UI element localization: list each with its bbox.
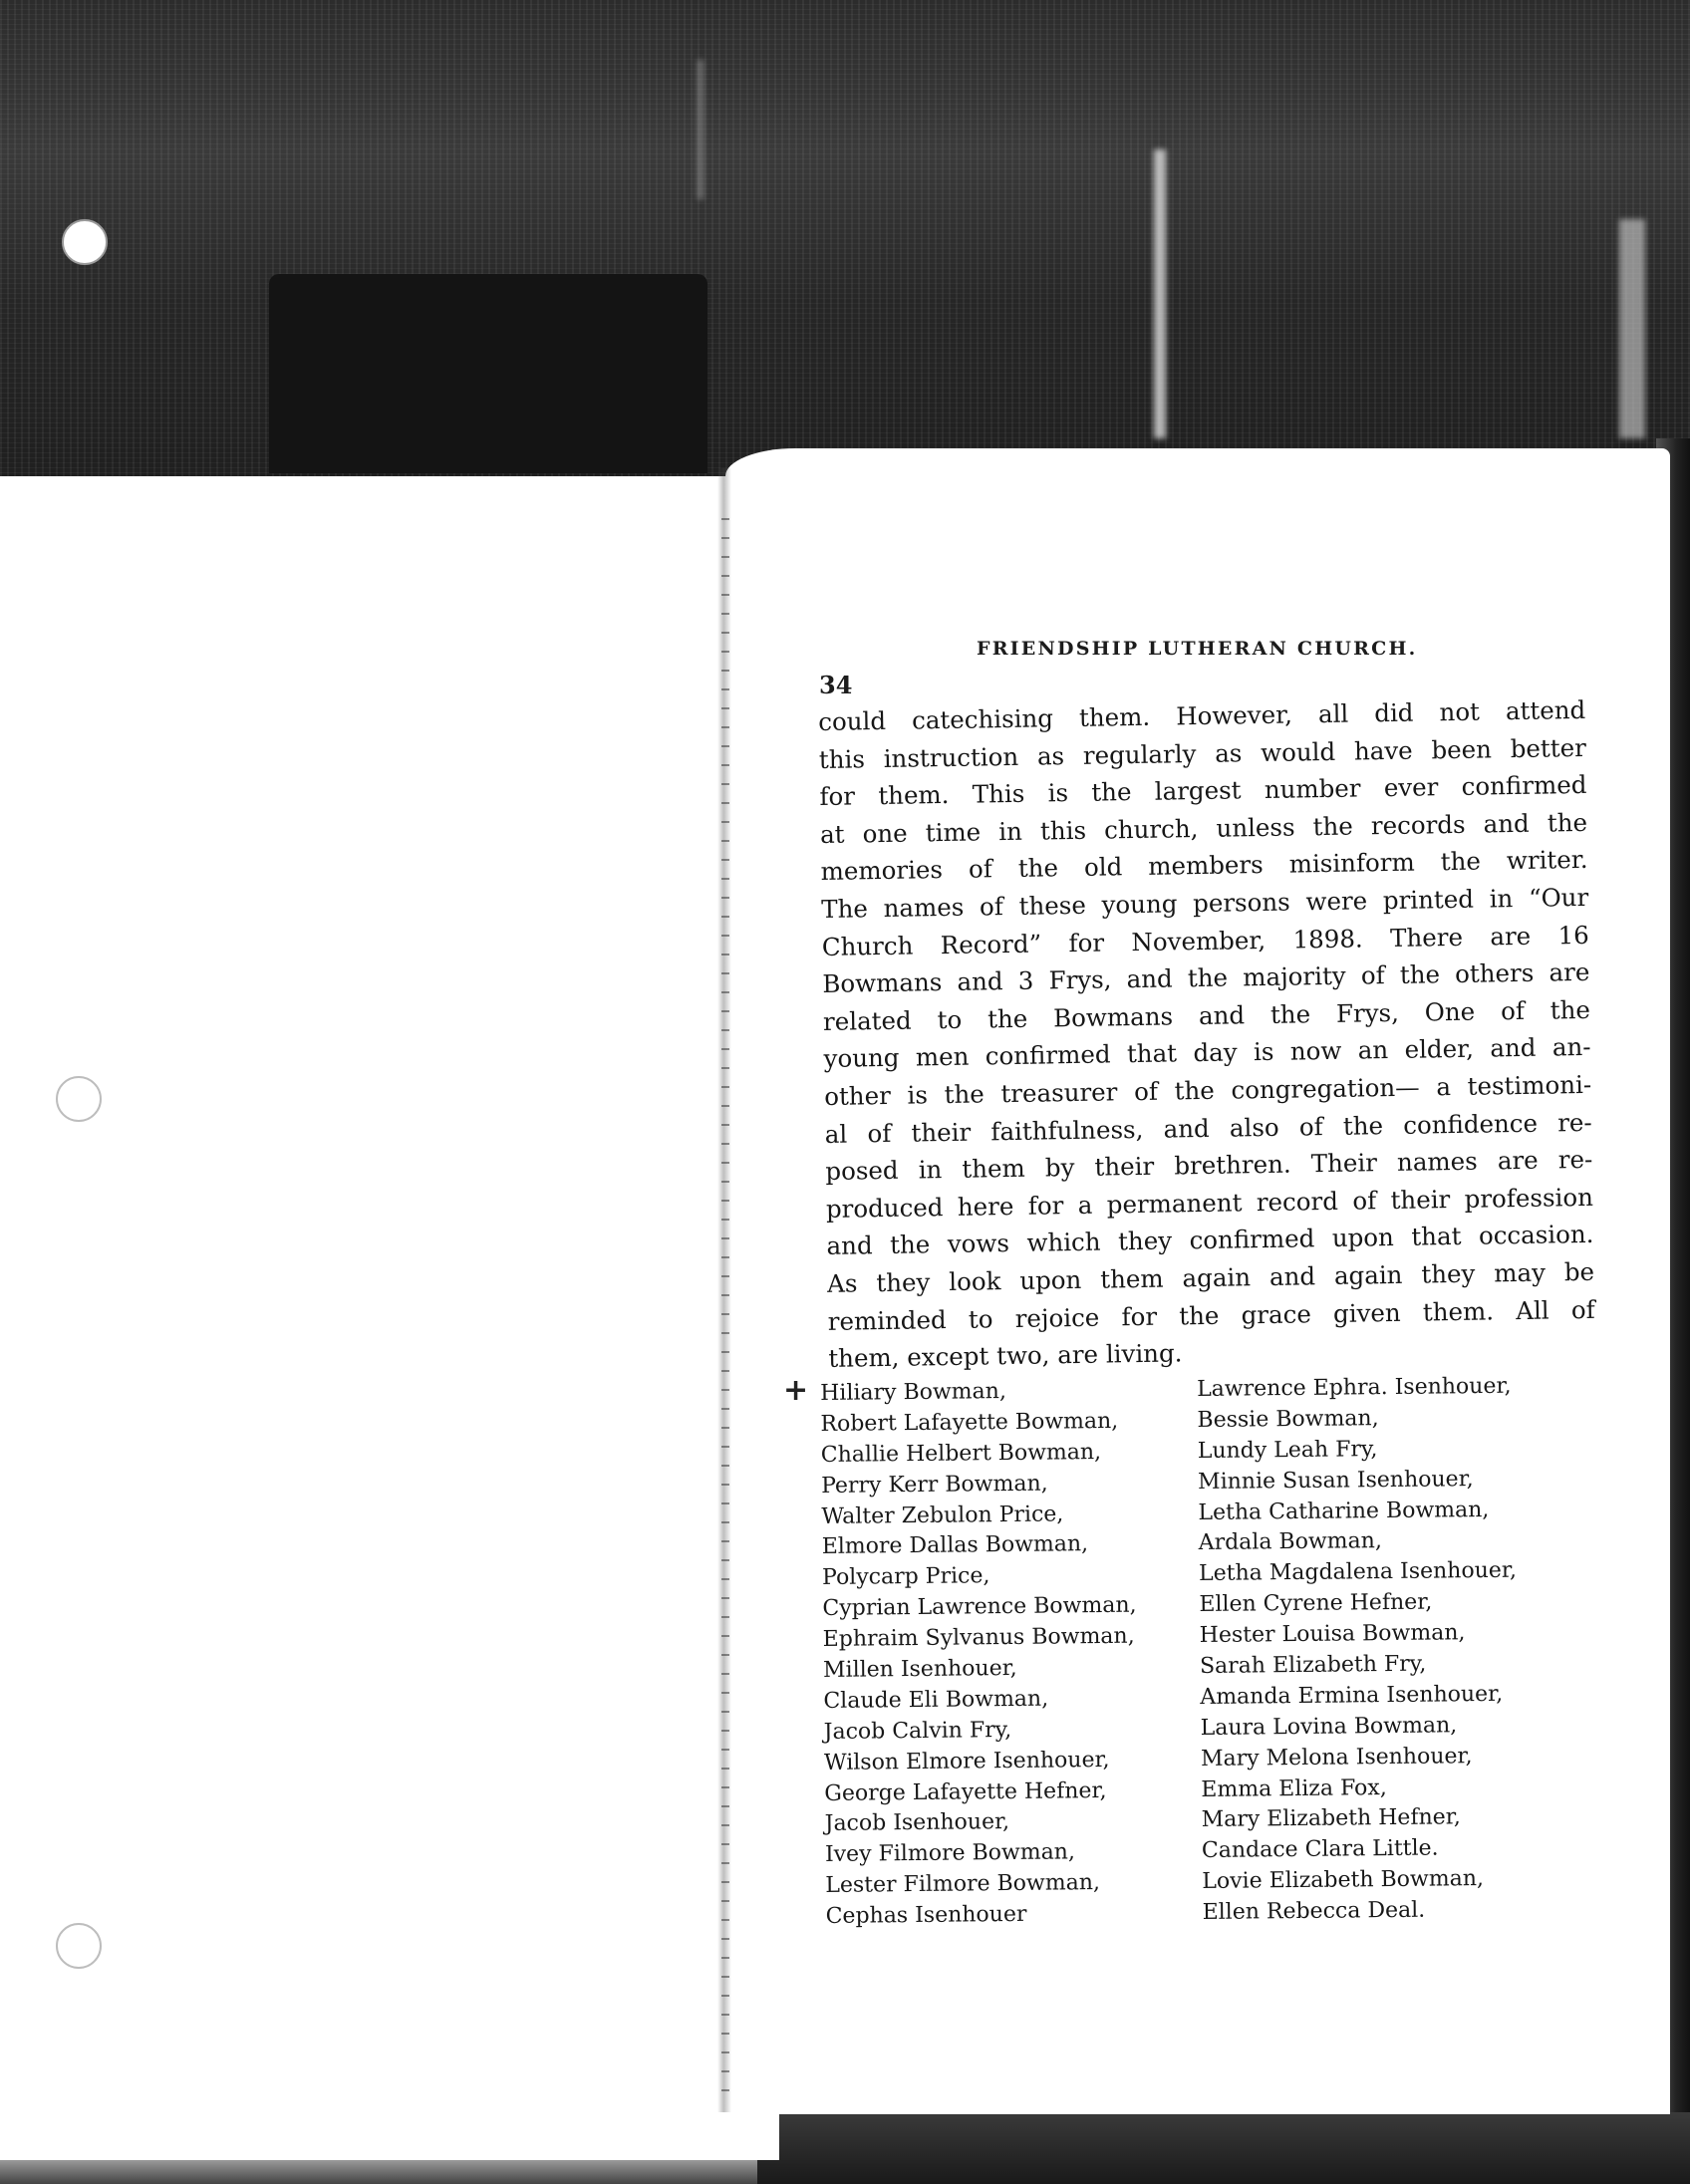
name-right-column: Hester Louisa Bowman, — [1199, 1620, 1466, 1649]
light-glare — [1154, 149, 1166, 438]
paragraph-line: al of their faithfulness, and also of the confidence re- — [824, 1107, 1592, 1149]
name-right-column: Lundy Leah Fry, — [1197, 1436, 1378, 1464]
paragraph-line: and the vows which they confirmed upon that occasion. — [826, 1220, 1594, 1261]
name-left-column: Ephraim Sylvanus Bowman, — [822, 1623, 1135, 1653]
name-right-column: Laura Lovina Bowman, — [1200, 1713, 1458, 1741]
name-right-column: Minnie Susan Isenhouer, — [1197, 1466, 1474, 1495]
name-left-column: George Lafayette Hefner, — [824, 1777, 1107, 1806]
name-right-column: Emma Eliza Fox, — [1201, 1774, 1387, 1802]
bottom-dark-edge — [757, 2112, 1690, 2184]
name-right-column: Bessie Bowman, — [1197, 1406, 1379, 1433]
name-left-column: Claude Eli Bowman, — [823, 1686, 1049, 1714]
body-paragraph — [818, 691, 1596, 1378]
name-left-column: Elmore Dallas Bowman, — [821, 1531, 1089, 1560]
binder-hole-middle — [56, 1076, 102, 1122]
light-glare — [698, 60, 704, 199]
page-number: 34 — [819, 671, 853, 699]
left-book-page — [0, 476, 779, 2160]
name-right-column: Ardala Bowman, — [1198, 1528, 1383, 1556]
name-left-column: Robert Lafayette Bowman, — [820, 1408, 1119, 1437]
name-left-column: Cephas Isenhouer — [825, 1901, 1027, 1930]
name-right-column: Letha Magdalena Isenhouer, — [1198, 1558, 1518, 1587]
running-title: FRIENDSHIP LUTHERAN CHURCH. — [977, 638, 1418, 660]
paragraph-line: for them. This is the largest number ever confirmed — [819, 770, 1587, 812]
name-left-column: Cyprian Lawrence Bowman, — [822, 1592, 1137, 1622]
paragraph-line: them, except two, are living. — [828, 1338, 1183, 1374]
paragraph-line: at one time in this church, unless the records and the — [819, 807, 1588, 849]
paragraph-line: Bowmans and 3 Frys, and the majority of the others are — [822, 957, 1590, 999]
name-left-column: Lester Filmore Bowman, — [825, 1870, 1101, 1899]
name-left-column: Polycarp Price, — [821, 1563, 990, 1591]
binder-hole-bottom — [56, 1923, 102, 1969]
light-glare — [1619, 219, 1645, 438]
gutter-specks — [721, 518, 729, 2092]
paragraph-line: The names of these young persons were printed in “Our — [821, 882, 1589, 924]
name-right-column: Ellen Cyrene Hefner, — [1199, 1589, 1433, 1618]
paragraph-line: this instruction as regularly as would have been better — [818, 732, 1587, 774]
name-left-column: Wilson Elmore Isenhouer, — [823, 1747, 1110, 1775]
photocopy-dark-background — [0, 0, 1690, 508]
name-left-column: Challie Helbert Bowman, — [820, 1439, 1102, 1468]
name-left-column: Ivey Filmore Bowman, — [824, 1839, 1076, 1868]
name-left-column: Jacob Calvin Fry, — [823, 1717, 1012, 1745]
paragraph-line: related to the Bowmans and the Frys, One of the — [822, 994, 1591, 1036]
name-right-column: Mary Melona Isenhouer, — [1200, 1743, 1473, 1772]
name-left-column: Perry Kerr Bowman, — [820, 1471, 1048, 1499]
paragraph-line: young men confirmed that day is now an elder, and an- — [823, 1032, 1591, 1074]
name-right-column: Mary Elizabeth Hefner, — [1201, 1804, 1461, 1833]
dark-panel-shadow — [269, 274, 707, 473]
name-right-column: Sarah Elizabeth Fry, — [1199, 1651, 1427, 1680]
name-right-column: Letha Catharine Bowman, — [1198, 1497, 1490, 1525]
name-right-column: Amanda Ermina Isenhouer, — [1200, 1681, 1504, 1710]
handwritten-plus-mark: + — [783, 1373, 809, 1408]
confirmation-name-list — [820, 1371, 1593, 1933]
name-right-column: Lovie Elizabeth Bowman, — [1202, 1866, 1485, 1895]
paragraph-line: produced here for a permanent record of their profession — [825, 1182, 1594, 1224]
name-left-column: Jacob Isenhouer, — [824, 1809, 1010, 1837]
name-right-column: Lawrence Ephra. Isenhouer, — [1197, 1373, 1512, 1403]
paragraph-line: As they look upon them again and again they may be — [826, 1256, 1595, 1298]
name-right-column: Ellen Rebecca Deal. — [1202, 1897, 1426, 1926]
paragraph-line: Church Record” for November, 1898. There are 16 — [821, 920, 1589, 961]
name-left-column: Millen Isenhouer, — [822, 1655, 1017, 1683]
name-right-column: Candace Clara Little. — [1201, 1835, 1439, 1864]
paragraph-line: other is the treasurer of the congregation— a testimoni- — [823, 1069, 1592, 1111]
name-left-column: Walter Zebulon Price, — [821, 1502, 1064, 1529]
bottom-dark-edge-left — [0, 2160, 757, 2184]
name-left-column: Hiliary Bowman, — [820, 1379, 1007, 1406]
paragraph-line: reminded to rejoice for the grace given them. All of — [827, 1294, 1595, 1336]
paragraph-line: could catechising them. However, all did not attend — [818, 694, 1586, 736]
paragraph-line: posed in them by their brethren. Their names are re- — [825, 1144, 1593, 1187]
binder-hole-top — [62, 219, 108, 265]
paragraph-line: memories of the old members misinform the writer. — [820, 845, 1588, 887]
